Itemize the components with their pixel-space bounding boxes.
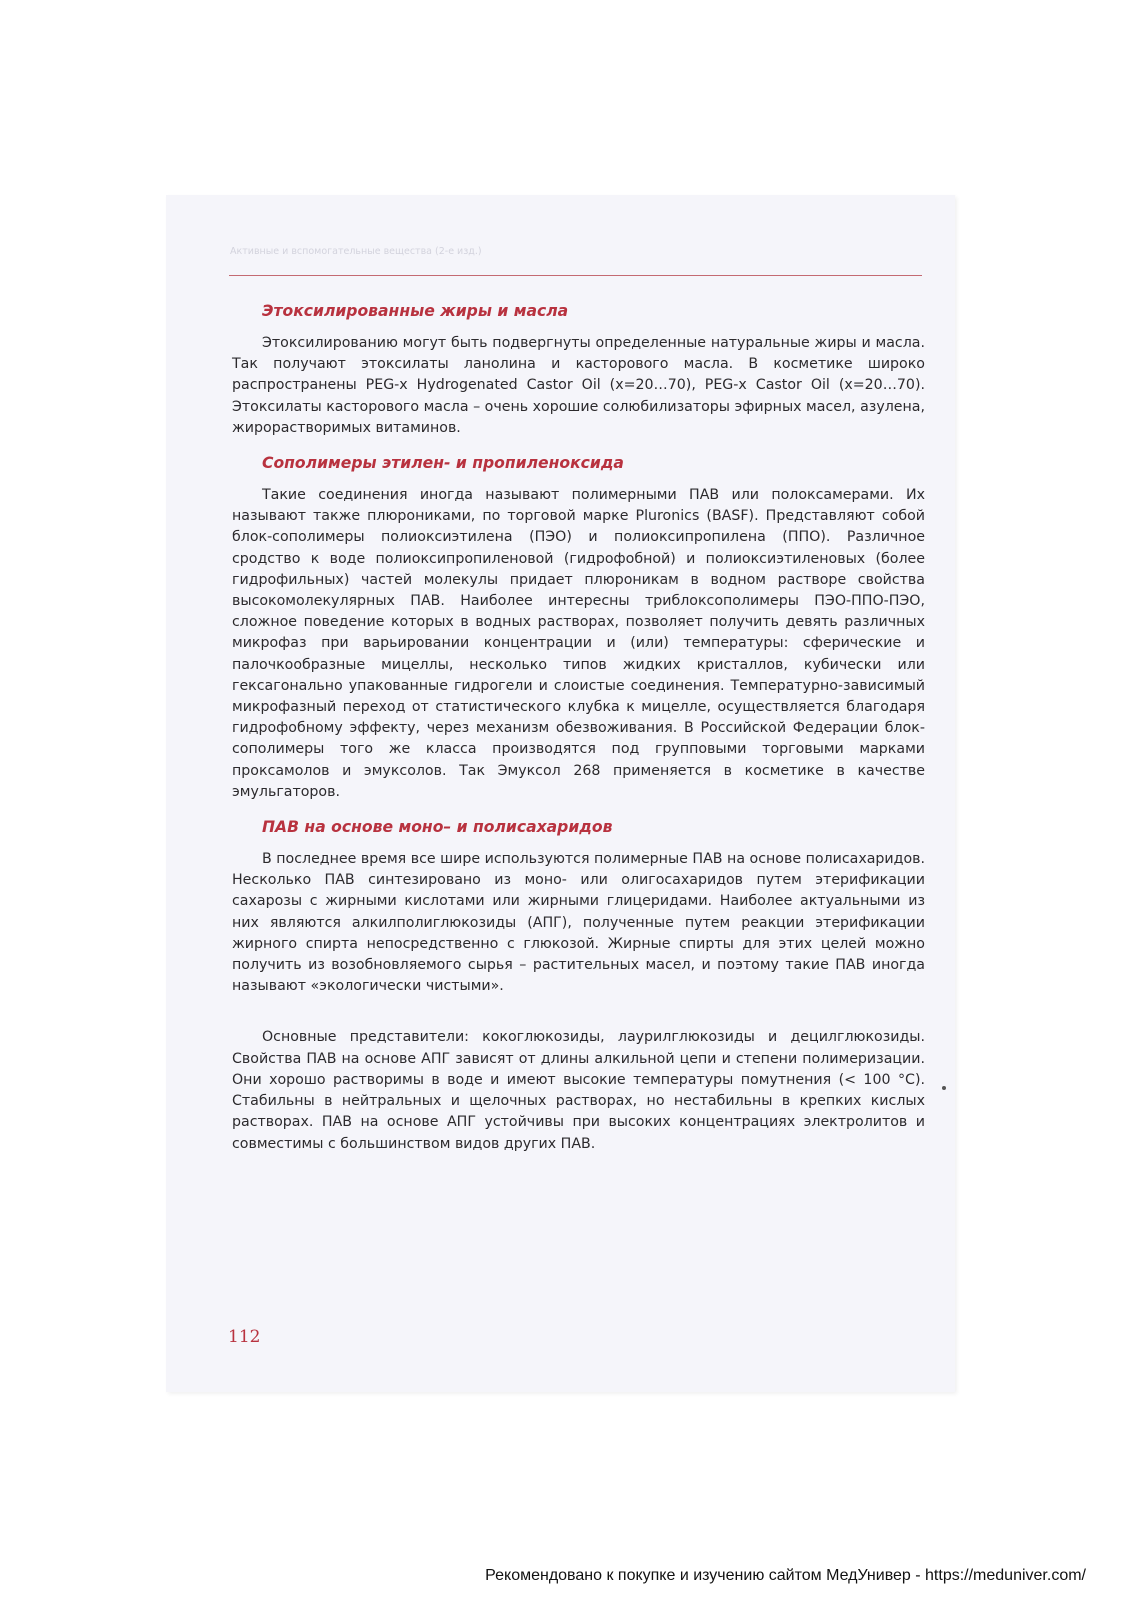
- header-rule: [229, 275, 922, 276]
- section-heading-copolymers: Сополимеры этилен- и пропиленоксида: [262, 454, 624, 473]
- paragraph: Такие соединения иногда называют полимерными ПАВ или полоксамерами. Их называют также плюрониками, по торговой марке Pluronics (BASF). Представляют собой блок-сополимеры полиоксиэтилена (ПЭО) и полиоксипропилена (ППО). Различное сродство к воде полиоксипропиленовой (гидрофобной) и полиоксиэтиленовых (более гидрофильных) частей молекулы придает плюроникам в водном растворе свойства высокомолекулярных ПАВ. Наиболее интересны триблоксополимеры ПЭО-ППО-ПЭО, сложное поведение которых в водных растворах, позволяет получить девять различных микрофаз при варьировании концентрации и (или) температуры: сферические и палочкообразные мицеллы, несколько типов жидких кристаллов, кубически или гексагонально упакованные гидрогели и слоистые соединения. Температурно-зависимый микрофазный переход от статистического клубка к мицелле, осуществляется благодаря гидрофобному эффекту, через механизм обезвоживания. В Российской Федерации блок-сополимеры того же класса производятся под групповыми торговыми марками проксамолов и эмуксолов. Так Эмуксол 268 применяется в косметике в качестве эмульгаторов.: [232, 487, 925, 800]
- paragraph: Основные представители: кокоглюкозиды, лаурилглюкозиды и децилглюкозиды. Свойства ПАВ на основе АПГ зависят от длины алкильной цепи и степени полимеризации. Они хорошо растворимы в воде и имеют высокие температуры помутнения (< 100 °C). Стабильны в нейтральных и щелочных растворах, но нестабильны в крепких кислых растворах. ПАВ на основе АПГ устойчивы при высоких концентрациях электролитов и совместимы с большинством видов других ПАВ.: [232, 1029, 925, 1152]
- scan-speck: [942, 1086, 946, 1090]
- page-number: 112: [228, 1327, 261, 1347]
- section-heading-ethoxylated-fats: Этоксилированные жиры и масла: [262, 302, 569, 320]
- footer-recommendation: Рекомендовано к покупке и изучению сайтом МедУнивер - https://meduniver.com/: [485, 1567, 1086, 1584]
- paragraph: Этоксилированию могут быть подвергнуты определенные натуральные жиры и масла. Так получают этоксилаты ланолина и касторового масла. В косметике широко распространены PEG-x Hydrogenated Castor Oil (x=20…70), PEG-x Castor Oil (x=20…70). Этоксилаты касторового масла – очень хорошие солюбилизаторы эфирных масел, азулена, жирорастворимых витаминов.: [232, 335, 925, 436]
- book-page: [166, 195, 955, 1392]
- page-content: [232, 301, 925, 1185]
- running-head: Активные и вспомогательные вещества (2-е изд.): [230, 246, 482, 257]
- section-heading-saccharide-surfactants: ПАВ на основе моно– и полисахаридов: [262, 818, 613, 837]
- paragraph: В последнее время все шире используются полимерные ПАВ на основе полисахаридов. Несколько ПАВ синтезировано из моно- или олигосахаридов путем этерификации сахарозы с жирными кислотами или жирными глицеридами. Наиболее актуальными из них являются алкилполиглюкозиды (АПГ), полученные путем реакции этерификации жирного спирта непосредственно с глюкозой. Жирные спирты для этих целей можно получить из возобновляемого сырья – растительных масел, и поэтому такие ПАВ иногда называют «экологически чистыми».: [232, 851, 925, 995]
